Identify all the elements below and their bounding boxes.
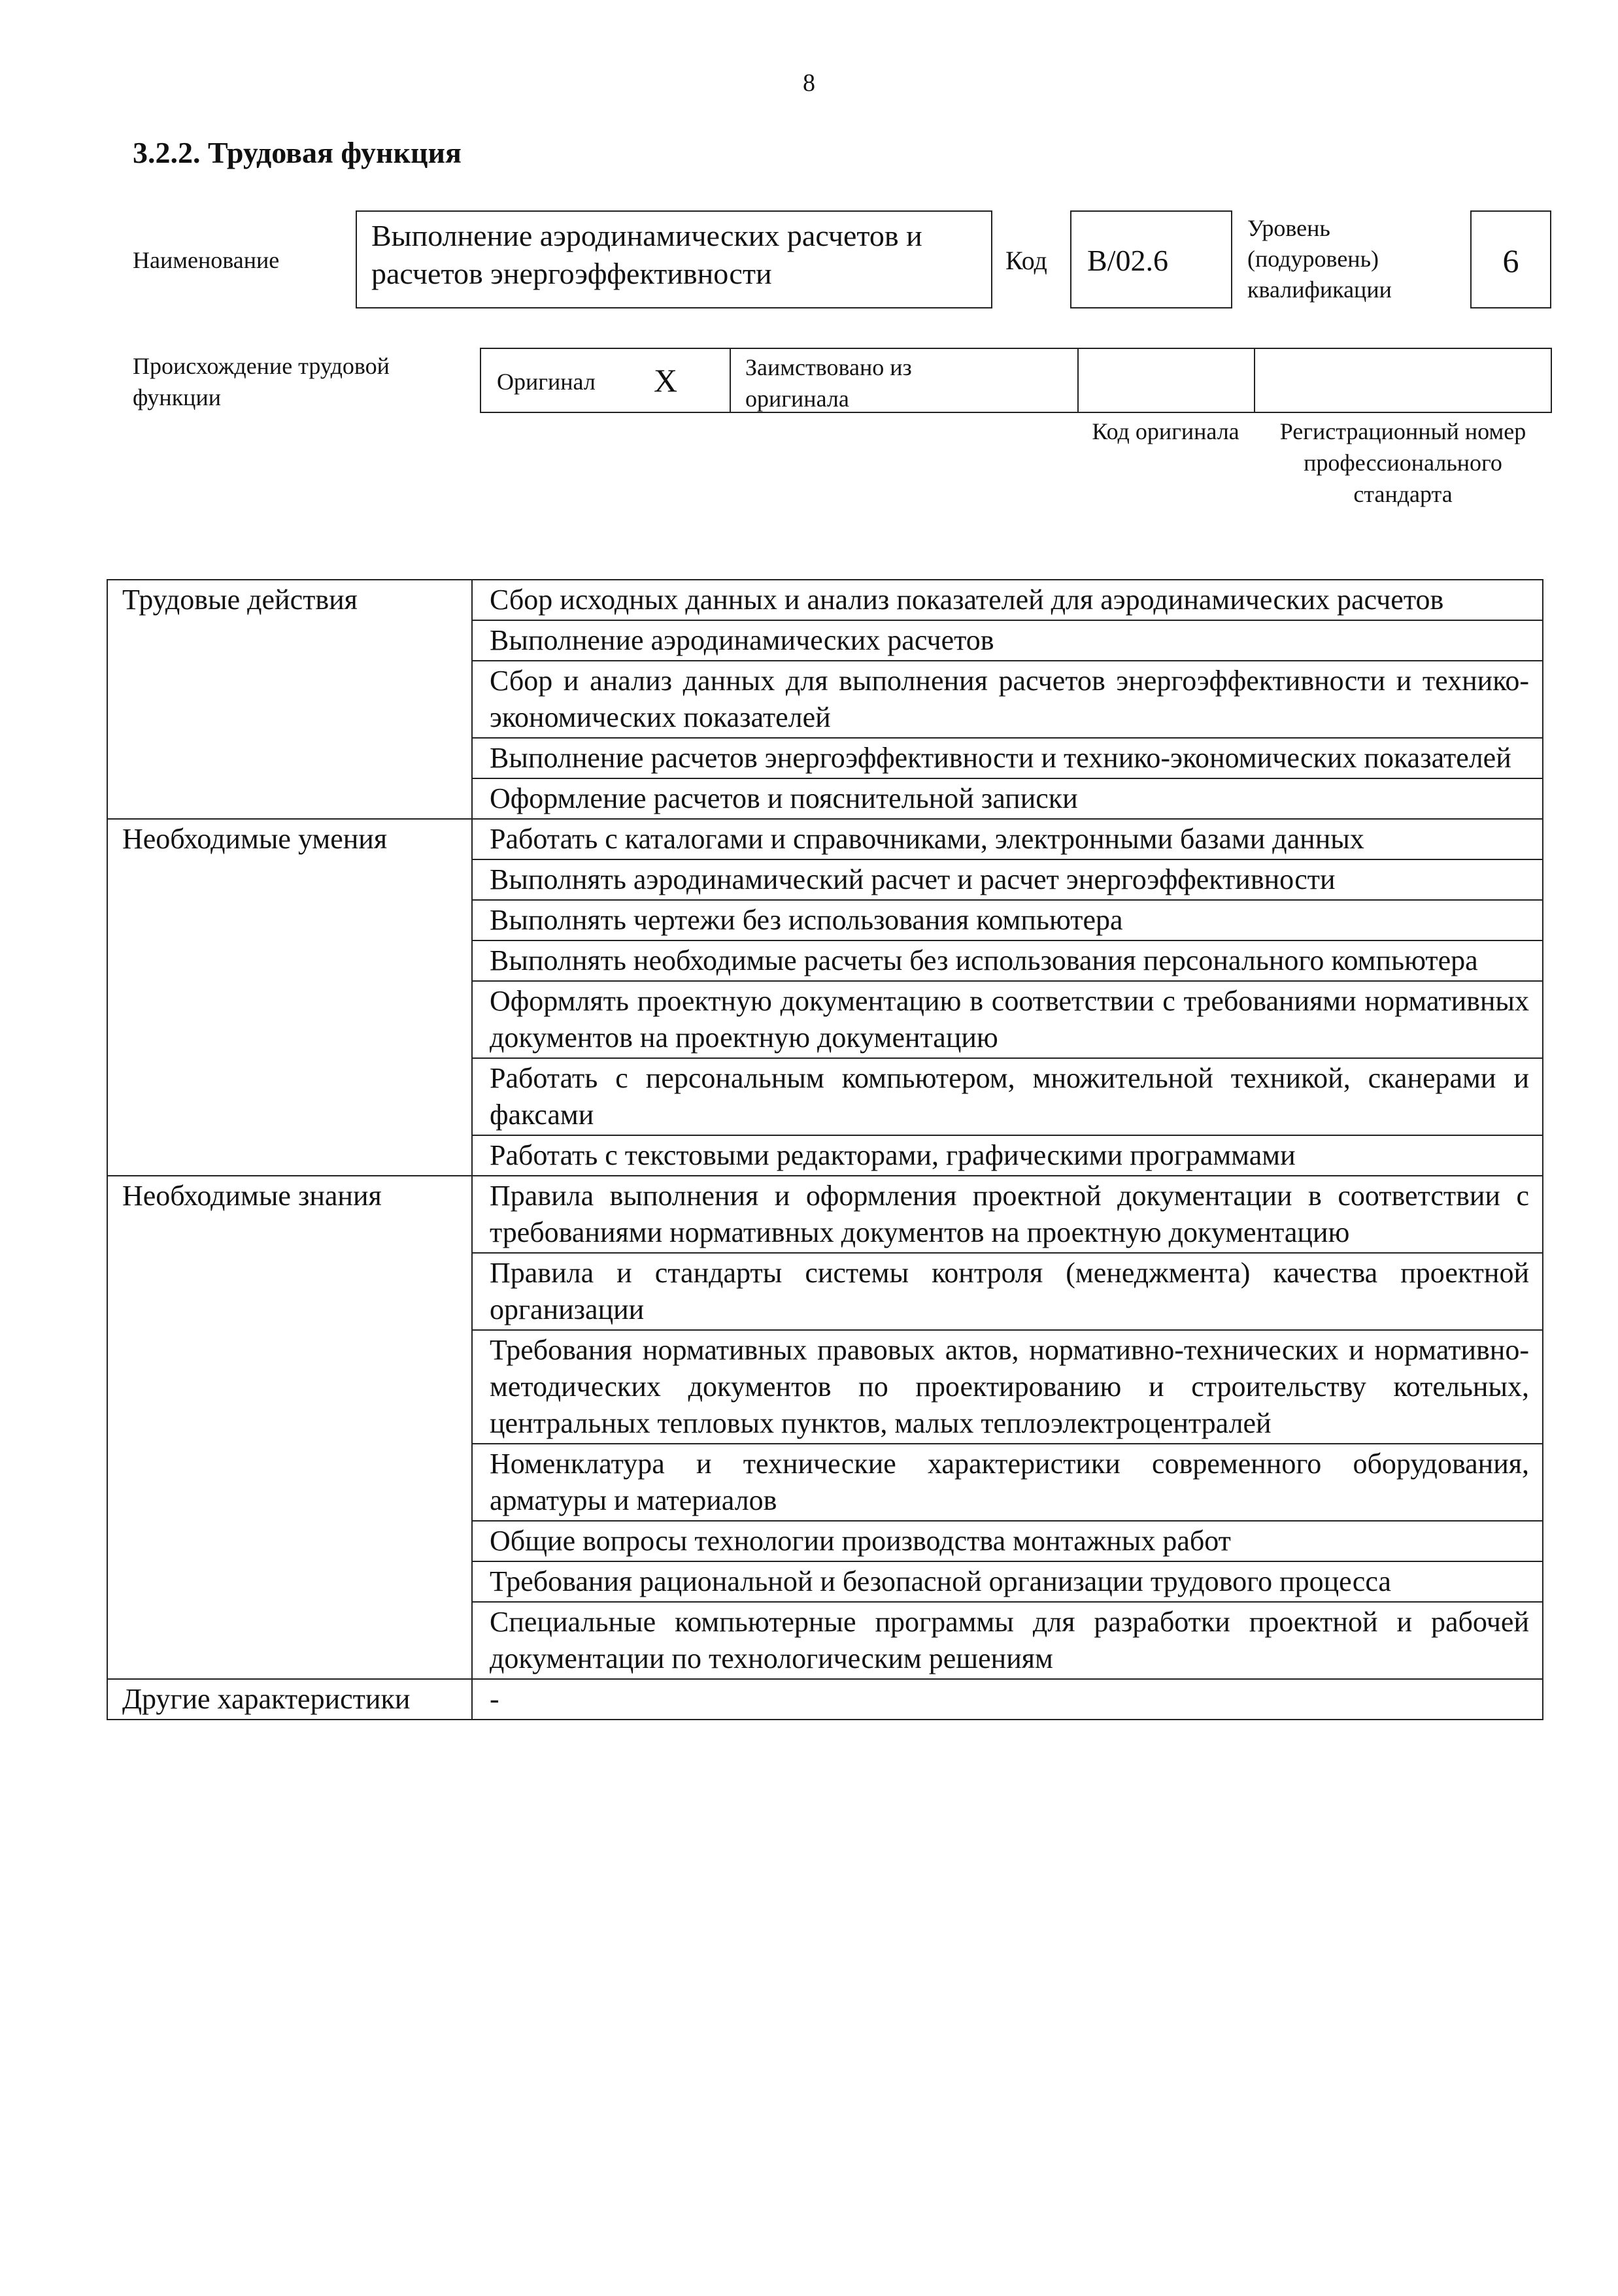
section-item-cell: Требования рациональной и безопасной организации трудового процесса xyxy=(472,1561,1543,1602)
code-label: Код xyxy=(1005,246,1047,275)
section-item-cell: Выполнять аэродинамический расчет и расчет энергоэффективности xyxy=(472,859,1543,900)
qualification-level-value: 6 xyxy=(1502,242,1519,279)
section-item-cell: Правила выполнения и оформления проектной документации в соответствии с требованиями нормативных документов на проектную документацию xyxy=(472,1176,1543,1253)
table-row xyxy=(107,819,1543,859)
original-checkmark: X xyxy=(654,362,678,399)
section-item-cell: Выполнять чертежи без использования компьютера xyxy=(472,900,1543,940)
section-item-cell: Общие вопросы технологии производства монтажных работ xyxy=(472,1521,1543,1561)
original-code-cell xyxy=(1079,349,1255,412)
section-item-cell: Правила и стандарты системы контроля (менеджмента) качества проектной организации xyxy=(472,1253,1543,1330)
section-category-cell: Трудовые действия xyxy=(107,580,472,819)
borrowed-label: Заимствовано из оригинала xyxy=(745,354,912,412)
name-value: Выполнение аэродинамических расчетов и расчетов энергоэффективности xyxy=(371,219,922,290)
qualification-level-box xyxy=(1470,210,1551,308)
reg-number-cell xyxy=(1255,349,1551,412)
section-item-cell: Выполнение расчетов энергоэффективности и технико-экономических показателей xyxy=(472,738,1543,778)
origin-table xyxy=(480,348,1552,413)
code-value-box xyxy=(1070,210,1232,308)
page-number: 8 xyxy=(803,69,815,97)
section-item-cell: Выполнение аэродинамических расчетов xyxy=(472,620,1543,661)
reg-number-caption: Регистрационный номер профессионального стандарта xyxy=(1279,418,1526,507)
section-item-cell: Работать с каталогами и справочниками, электронными базами данных xyxy=(472,819,1543,859)
original-code-caption: Код оригинала xyxy=(1092,418,1239,444)
section-item-cell: Выполнять необходимые расчеты без использования персонального компьютера xyxy=(472,940,1543,981)
section-item-cell: Оформлять проектную документацию в соответствии с требованиями нормативных документов на проектную документацию xyxy=(472,981,1543,1058)
origin-borrowed-cell xyxy=(731,349,1079,412)
section-item-cell: Работать с персональным компьютером, множительной техникой, сканерами и факсами xyxy=(472,1058,1543,1135)
origin-label: Происхождение трудовой функции xyxy=(133,353,390,410)
section-item-cell: Сбор и анализ данных для выполнения расчетов энергоэффективности и технико-экономических показателей xyxy=(472,661,1543,738)
section-item-cell: Требования нормативных правовых актов, нормативно-технических и нормативно-методических документов по проектированию и строительству котельных, центральных тепловых пунктов, малых теплоэлектроцентралей xyxy=(472,1330,1543,1444)
labor-function-table-body xyxy=(107,580,1543,1720)
labor-function-table xyxy=(107,579,1543,1720)
name-value-box xyxy=(356,210,992,308)
section-item-cell: Оформление расчетов и пояснительной записки xyxy=(472,778,1543,819)
section-item-cell: Сбор исходных данных и анализ показателей для аэродинамических расчетов xyxy=(472,580,1543,620)
section-title: 3.2.2. Трудовая функция xyxy=(133,136,462,169)
name-label: Наименование xyxy=(133,247,280,273)
table-row xyxy=(107,1176,1543,1253)
section-category-cell: Другие характеристики xyxy=(107,1679,472,1720)
origin-original-cell xyxy=(481,349,731,412)
section-category-cell: Необходимые умения xyxy=(107,819,472,1176)
section-item-cell: Номенклатура и технические характеристики современного оборудования, арматуры и материалов xyxy=(472,1444,1543,1521)
section-item-cell: Работать с текстовыми редакторами, графическими программами xyxy=(472,1135,1543,1176)
table-row xyxy=(107,1679,1543,1720)
section-category-cell: Необходимые знания xyxy=(107,1176,472,1679)
qualification-level-label: Уровень (подуровень) квалификации xyxy=(1247,215,1392,303)
table-row xyxy=(107,580,1543,620)
section-item-cell: - xyxy=(472,1679,1543,1720)
section-item-cell: Специальные компьютерные программы для разработки проектной и рабочей документации по технологическим решениям xyxy=(472,1602,1543,1679)
original-label: Оригинал xyxy=(497,369,596,395)
code-value: B/02.6 xyxy=(1087,244,1168,277)
